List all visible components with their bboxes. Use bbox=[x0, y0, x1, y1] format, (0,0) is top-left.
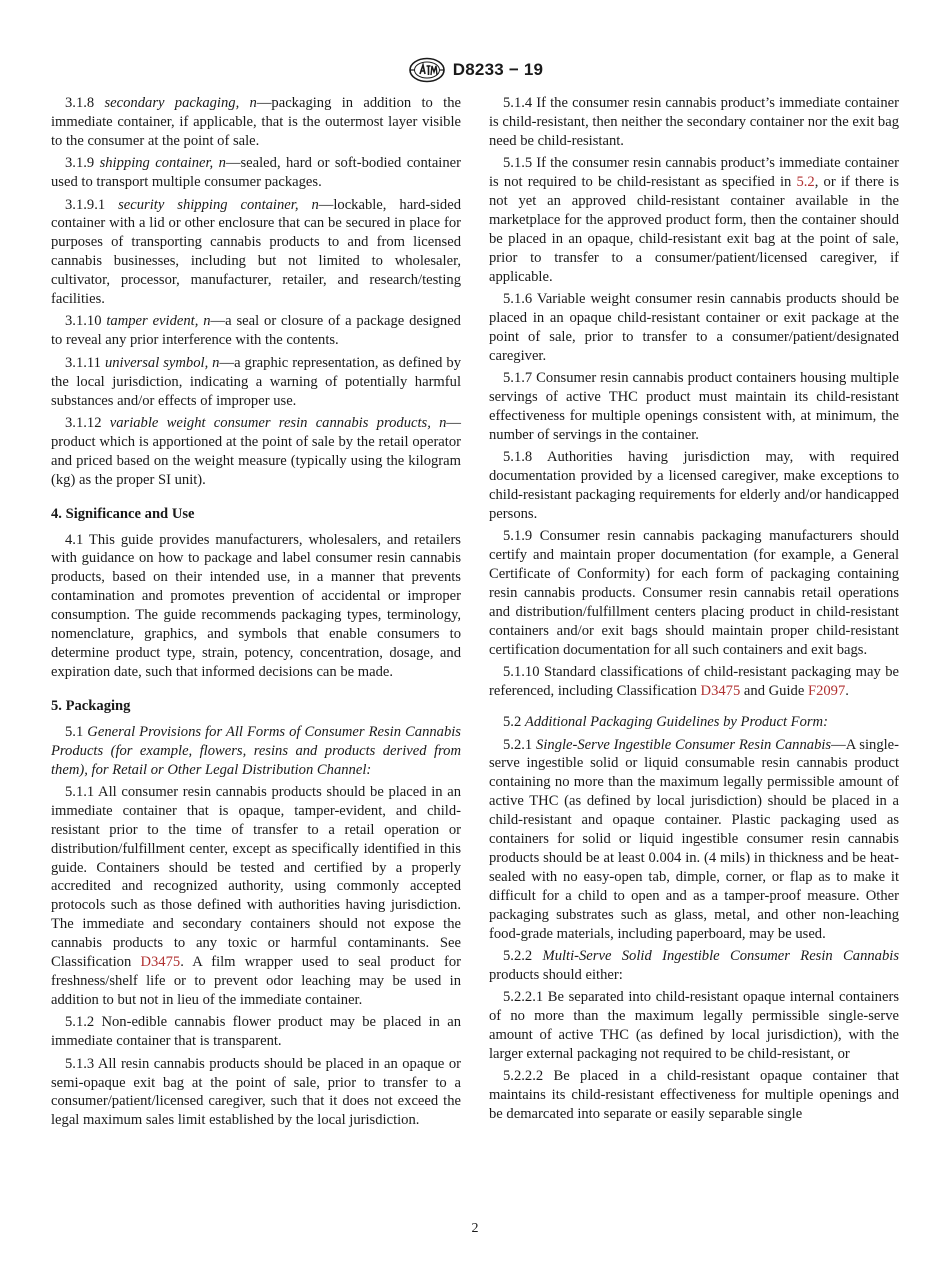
section-5-1: 5.1 General Provisions for All Forms of Consumer Resin Cannabis Products (for example, flowers, resins and products derived from them), for Retail or Other Legal Distribution Channel: bbox=[51, 723, 461, 778]
heading-significance-and-use: 4. Significance and Use bbox=[51, 505, 195, 522]
section-4-1: 4.1 This guide provides manufacturers, wholesalers, and retailers with guidance on how to package and label consumer resin cannabis products, based on their intended use, in a manner that prevents contamination and promotes prevention of accidental or improper consumption. The guide recommends packaging types, terminology, nomenclature, graphics, and symbols that enable consumers to determine product type, strain, potency, concentration, dosage, and expiration date, such that informed decisions can be made. bbox=[51, 531, 461, 680]
section-5-2-2: 5.2.2 Multi-Serve Solid Ingestible Consumer Resin Cannabis products should either: bbox=[489, 947, 899, 983]
reference-link-d3475[interactable]: D3475 bbox=[140, 954, 181, 971]
section-3-1-10: 3.1.10 tamper evident, n—a seal or closure of a package designed to reveal any prior interference with the contents. bbox=[51, 313, 461, 349]
reference-link-5-2[interactable]: 5.2 bbox=[796, 174, 815, 191]
section-5-1-8: 5.1.8 Authorities having jurisdiction may, with required documentation provided by a licensed caregiver, make exceptions to child-resistant packaging requirements for elderly and/or handicapped persons. bbox=[489, 449, 899, 523]
section-5-1-9: 5.1.9 Consumer resin cannabis packaging manufacturers should certify and maintain proper documentation (for example, a General Certificate of Conformity) for each form of packaging containing resin cannabis products. Consumer resin cannabis retail operations and distribution/fulfillment centers placing product in child-resistant containers and/or exit bags should maintain proper child-resistant certification documentation for all such containers and exit bags. bbox=[489, 528, 899, 658]
document-number: D8233 − 19 bbox=[452, 60, 544, 79]
section-5-2: 5.2 Additional Packaging Guidelines by Product Form: bbox=[503, 714, 828, 731]
section-5-1-5: 5.1.5 If the consumer resin cannabis product’s immediate container is not required to be child-resistant as specified in 5.2, or if there is not yet an approved child-resistant container available in the marketplace for the approved product form, then the container should be placed in an opaque, child-resistant exit bag at the point of sale, prior to transfer to a consumer/patient/licensed caregiver, if applicable. bbox=[489, 155, 899, 285]
section-3-1-11: 3.1.11 universal symbol, n—a graphic representation, as defined by the local jurisdiction, indicating a warning of potentially harmful substances and/or effects of improper use. bbox=[51, 354, 461, 409]
section-5-2-1: 5.2.1 Single-Serve Ingestible Consumer Resin Cannabis—A single-serve ingestible solid or liquid consumable resin cannabis product containing no more than the maximum legally permissible amount of active THC (as defined by local jurisdiction) should be placed in a child-resistant and opaque container. Plastic packaging used as containers for solid or liquid ingestible consumer resin cannabis products should be at least 0.004 in. (4 mils) in thickness and be heat-sealed with no easy-open tab, dimple, corner, or flap as to make it difficult for a child to open and as a tamper-proof measure. Other packaging substrates such as glass, metal, and other non-leaching food-grade materials, including paperboard, may be used. bbox=[489, 736, 900, 942]
section-3-1-9: 3.1.9 shipping container, n—sealed, hard or soft-bodied container used to transport multiple consumer packages. bbox=[51, 155, 461, 191]
section-5-1-10: 5.1.10 Standard classifications of child-resistant packaging may be referenced, including Classification D3475 and Guide F2097. bbox=[489, 664, 899, 700]
section-5-1-2: 5.1.2 Non-edible cannabis flower product may be placed in an immediate container that is transparent. bbox=[51, 1014, 461, 1050]
left-column bbox=[51, 94, 461, 1134]
section-3-1-8: 3.1.8 secondary packaging, n—packaging in addition to the immediate container, if applicable, that is the outermost layer visible to the consumer at the point of sale. bbox=[51, 95, 461, 149]
section-5-1-6: 5.1.6 Variable weight consumer resin cannabis products should be placed in an opaque child-resistant container or exit package at the point of sale, prior to transfer to a consumer/patient/designated caregiver. bbox=[489, 291, 899, 364]
page-header bbox=[0, 57, 950, 83]
right-column bbox=[489, 94, 899, 1128]
reference-link-f2097[interactable]: F2097 bbox=[807, 683, 846, 700]
section-5-2-2-2: 5.2.2.2 Be placed in a child-resistant opaque container that maintains its child-resistant effectiveness for multiple openings and be demarcated into separate or easily separable single bbox=[489, 1068, 899, 1123]
section-5-1-4: 5.1.4 If the consumer resin cannabis product’s immediate container is child-resistant, then neither the secondary container nor the exit bag need be child-resistant. bbox=[489, 95, 899, 149]
reference-link-d3475[interactable]: D3475 bbox=[700, 683, 741, 700]
astm-logo-icon bbox=[407, 57, 447, 83]
section-3-1-9-1: 3.1.9.1 security shipping container, n—lockable, hard-sided container with a lid or other enclosure that can be secured in place for purposes of transporting cannabis products to and from licensed cannabis businesses, including but not limited to wholesaler, cultivator, processor, manufacturer, retailer, and research/testing facilities. bbox=[51, 196, 461, 308]
section-5-1-1: 5.1.1 All consumer resin cannabis products should be placed in an immediate container that is opaque, tamper-evident, and child-resistant prior to the time of transfer to a retail operation or distribution/fulfillment center, except as specifically identified in this guide. Containers should be tested and certified by a properly accredited and recognized authority, using commonly accepted protocols such as those defined with authorities having jurisdiction. The immediate and secondary containers should not expose the cannabis products to any toxic or harmful contaminants. See Classification D3475. A film wrapper used to seal product for freshness/shelf life or to prevent odor leaching may be used in addition to but not in lieu of the immediate container. bbox=[51, 783, 461, 1008]
section-3-1-12: 3.1.12 variable weight consumer resin cannabis products, n—product which is apportioned at the point of sale by the retail operator and priced based on the weight measure (typically using the kilogram (kg) as the proper SI unit). bbox=[51, 415, 461, 488]
section-5-1-7: 5.1.7 Consumer resin cannabis product containers housing multiple servings of active THC product must maintain its child-resistant effectiveness for multiple openings consistent with, at minimum, the number of servings in the container. bbox=[489, 370, 899, 443]
section-5-2-2-1: 5.2.2.1 Be separated into child-resistant opaque internal containers of no more than the maximum legally permissible single-serve amount of active THC (as defined by local jurisdiction), with the larger external packaging not required to be child-resistant, or bbox=[489, 989, 899, 1062]
heading-packaging: 5. Packaging bbox=[51, 697, 131, 714]
section-5-1-3: 5.1.3 All resin cannabis products should be placed in an opaque or semi-opaque exit bag at the point of sale, prior to transfer to a consumer/patient/licensed caregiver, such that it does not exceed the legal maximum sales limit established by the local jurisdiction. bbox=[51, 1055, 461, 1129]
page-number: 2 bbox=[471, 1221, 479, 1236]
